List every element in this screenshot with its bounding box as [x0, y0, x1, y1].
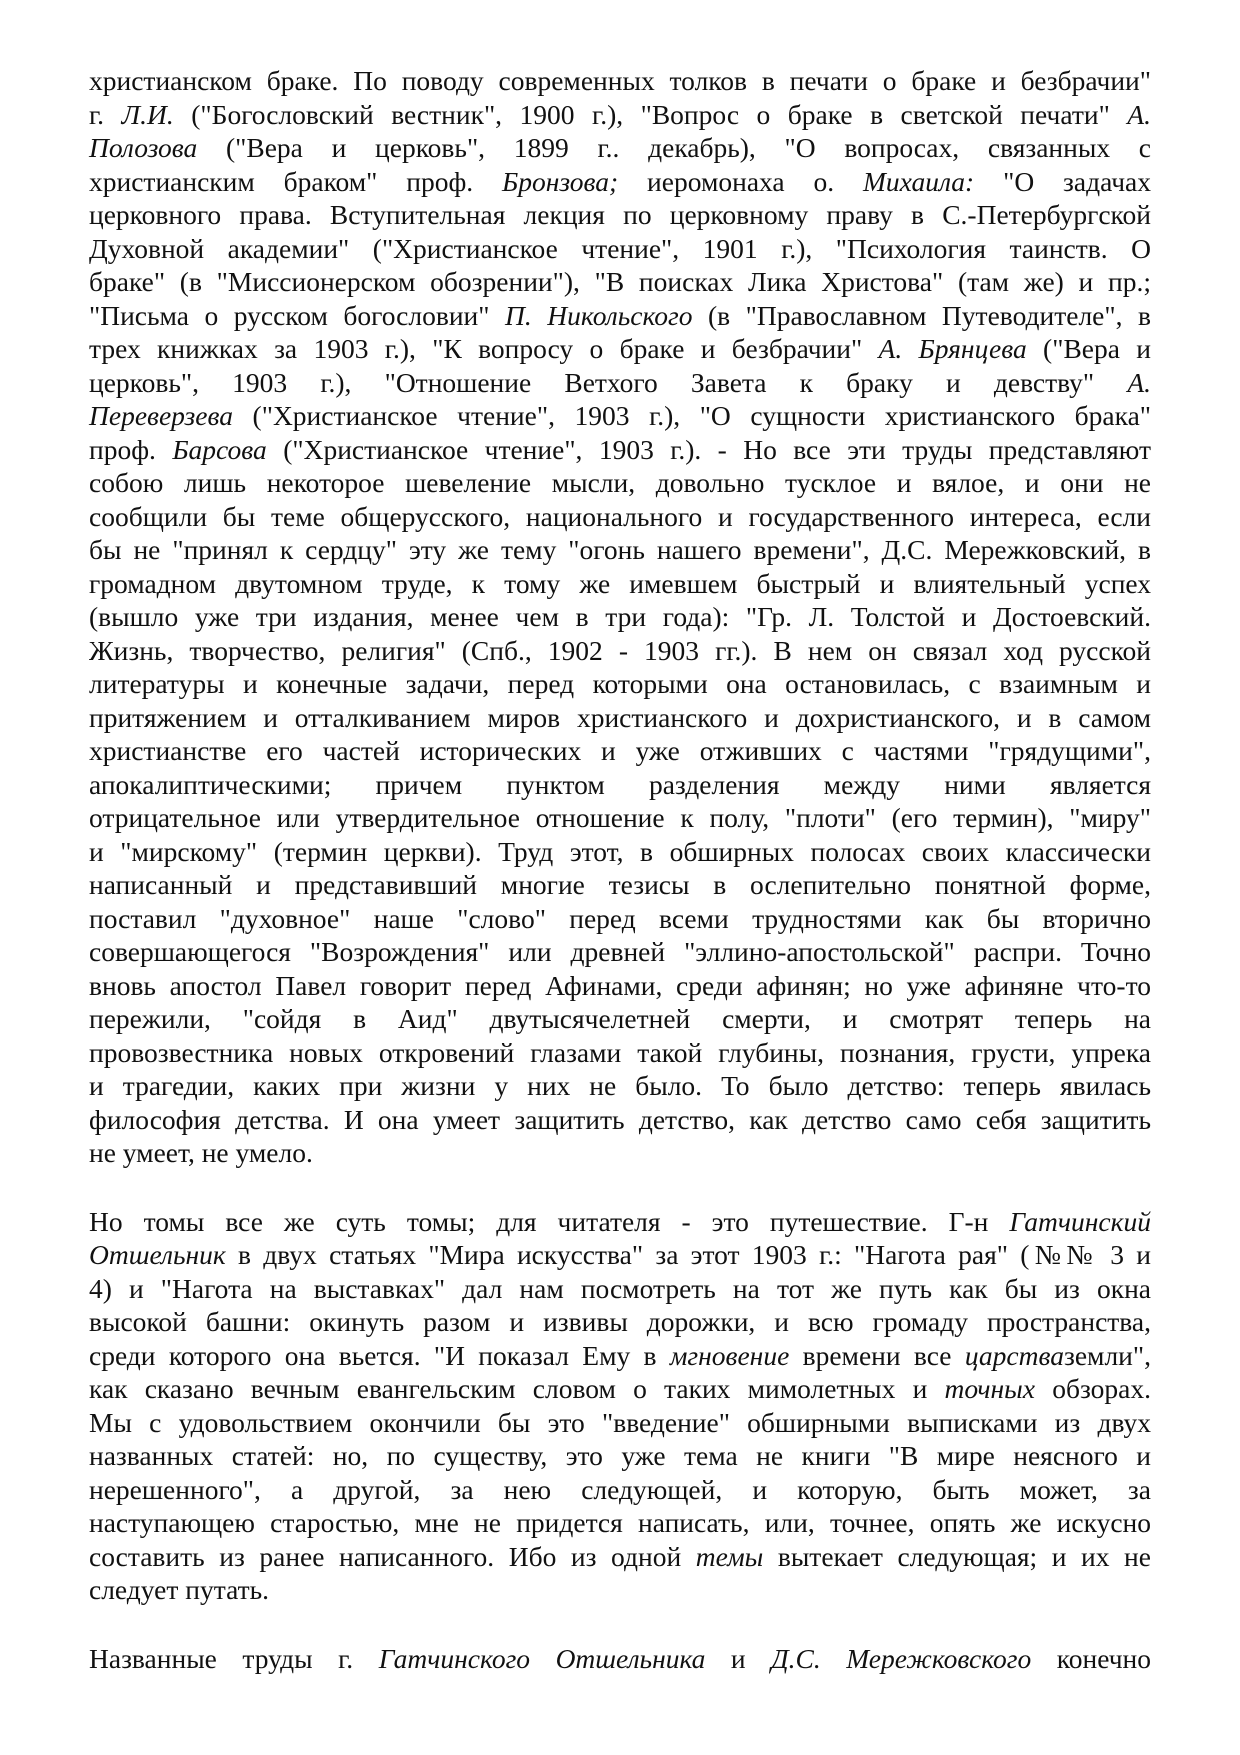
paragraph-gap	[89, 1170, 1151, 1205]
text-run: церковь", 1903 г.), "Отношение Ветхого Завета к браку и девству"	[89, 366, 1128, 398]
italic-text: А.	[1127, 366, 1151, 398]
text-line	[89, 1238, 1151, 1272]
text-run: высокой башни: окинуть разом и извивы дорожки, и всю громаду пространства,	[89, 1306, 1151, 1337]
italic-text: Переверзева	[89, 400, 233, 431]
text-line	[89, 1372, 1151, 1406]
paragraph	[89, 64, 1151, 1170]
italic-text: А.	[1127, 98, 1151, 130]
text-line	[89, 1205, 1151, 1239]
italic-text: Гатчинский	[1009, 1205, 1151, 1237]
text-run: Но томы все же суть томы; для читателя - это путешествие. Г-н	[89, 1205, 1010, 1237]
text-run: пережили, "сойдя в Аид" двутысячелетней смерти, и смотрят теперь на	[89, 1003, 1151, 1034]
text-line	[89, 1103, 1151, 1137]
text-run: христианстве его частей исторических и уже отживших с частями "грядущими",	[89, 735, 1151, 766]
text-run: Мы с удовольствием окончили бы это "введение" обширными выписками из двух	[89, 1406, 1151, 1438]
italic-text: темы	[695, 1540, 764, 1572]
text-line	[89, 131, 1151, 165]
text-run: отрицательное или утвердительное отношение к полу, "плоти" (его термин), "миру"	[89, 802, 1151, 833]
text-line	[89, 1036, 1151, 1070]
text-run: следует путать.	[89, 1574, 269, 1605]
italic-text: Бронзова;	[502, 165, 619, 197]
text-run: среди которого она вьется. "И показал Ему в	[89, 1339, 670, 1371]
text-run: и	[705, 1642, 772, 1674]
text-line	[89, 299, 1151, 333]
text-line	[89, 1406, 1151, 1440]
text-line	[89, 232, 1151, 266]
italic-text: А. Брянцева	[878, 333, 1027, 364]
text-line	[89, 835, 1151, 869]
text-run: ("Богословский вестник", 1900 г.), "Вопрос о браке в светской печати"	[173, 98, 1128, 130]
text-line	[89, 64, 1151, 98]
text-line	[89, 701, 1151, 735]
text-run: громадном двутомном труде, к тому же имевшем быстрый и влиятельный успех	[89, 567, 1151, 599]
text-run: не умеет, не умело.	[89, 1137, 313, 1168]
text-line	[89, 98, 1151, 132]
text-line	[89, 1136, 1151, 1170]
text-line	[89, 902, 1151, 936]
text-line	[89, 1540, 1151, 1574]
text-run: литературы и конечные задачи, перед которыми она остановилась, с взаимным и	[89, 668, 1151, 699]
paragraph	[89, 1642, 1151, 1676]
italic-text: Полозова	[89, 132, 198, 163]
italic-text: Михаила:	[862, 165, 975, 197]
text-run: "О задачах	[974, 165, 1151, 197]
text-run: вытекает следующая; и их не	[763, 1540, 1151, 1572]
text-line	[89, 600, 1151, 634]
text-run: ("Вера и	[1026, 333, 1151, 364]
text-run: ("Христианское чтение", 1903 г.), "О сущности христианского брака"	[233, 400, 1151, 431]
text-run: составить из ранее написанного. Ибо из одной	[89, 1540, 696, 1572]
text-run: философия детства. И она умеет защитить детство, как детство само себя защитить	[89, 1103, 1151, 1135]
text-run: бы не "принял к сердцу" эту же тему "огонь нашего времени", Д.С. Мережковский, в	[89, 534, 1151, 565]
text-run: и трагедии, каких при жизни у них не было. То было детство: теперь явилась	[89, 1070, 1151, 1101]
text-line	[89, 868, 1151, 902]
text-line	[89, 768, 1151, 802]
text-run: сообщили бы теме общерусского, национального и государственного интереса, если	[89, 500, 1151, 532]
paragraph-gap	[89, 1607, 1151, 1642]
text-run: (в "Православном Путеводителе", в	[692, 299, 1151, 331]
text-run: Жизнь, творчество, религия" (Спб., 1902 - 1903 гг.). В нем он связал ход русской	[89, 634, 1151, 666]
text-run: трех книжках за 1903 г.), "К вопросу о браке и безбрачии"	[89, 333, 879, 364]
text-run: поставил "духовное" наше "слово" перед всеми трудностями как бы вторично	[89, 902, 1151, 934]
text-run: притяжением и отталкиванием миров христианского и дохристианского, и в самом	[89, 701, 1151, 733]
text-line	[89, 567, 1151, 601]
text-run: совершающегося "Возрождения" или древней "эллино-апостольской" распри. Точно	[89, 936, 1151, 967]
text-run: церковного права. Вступительная лекция по церковному праву в С.-Петербургской	[89, 199, 1151, 230]
text-run: (вышло уже три издания, менее чем в три года): "Гр. Л. Толстой и Достоевский.	[89, 601, 1151, 632]
italic-text: Д.С. Мережковского	[771, 1642, 1032, 1674]
text-run: собою лишь некоторое шевеление мысли, довольно тусклое и вялое, и они не	[89, 467, 1151, 498]
text-line	[89, 969, 1151, 1003]
italic-text: Отшельник	[89, 1239, 226, 1270]
text-line	[89, 1339, 1151, 1373]
text-run: нерешенного", а другой, за нею следующей, и которую, быть может, за	[89, 1473, 1151, 1505]
text-line	[89, 433, 1151, 467]
text-run: иеромонаха о.	[618, 165, 863, 197]
text-run: Названные труды г.	[89, 1642, 379, 1674]
text-line	[89, 265, 1151, 299]
text-run: и "мирскому" (термин церкви). Труд этот, в обширных полосах своих классически	[89, 835, 1151, 867]
text-line	[89, 1272, 1151, 1306]
text-line	[89, 466, 1151, 500]
text-run: земли",	[1063, 1339, 1151, 1371]
italic-text: царства	[964, 1339, 1064, 1371]
text-line	[89, 1439, 1151, 1473]
text-line	[89, 1473, 1151, 1507]
text-run: "Письма о русском богословии"	[89, 299, 506, 331]
text-line	[89, 332, 1151, 366]
text-run: обзорах.	[1035, 1373, 1151, 1404]
text-line	[89, 801, 1151, 835]
text-run: ("Вера и церковь", 1899 г.. декабрь), "О вопросах, связанных с	[197, 132, 1151, 163]
text-line	[89, 1506, 1151, 1540]
text-line	[89, 935, 1151, 969]
italic-text: Барсова	[172, 433, 267, 465]
italic-text: точных	[944, 1373, 1036, 1404]
text-line	[89, 1002, 1151, 1036]
text-run: конечно	[1031, 1642, 1152, 1674]
text-run: ("Христианское чтение", 1903 г.). - Но все эти труды представляют	[266, 433, 1151, 465]
text-run: г.	[89, 98, 122, 130]
text-run: браке" (в "Миссионерском обозрении"), "В поисках Лика Христова" (там же) и пр.;	[89, 266, 1151, 297]
text-run: как сказано вечным евангельским словом о таких мимолетных и	[89, 1373, 945, 1404]
text-run: христианском браке. По поводу современных толков в печати о браке и безбрачии"	[89, 65, 1151, 96]
text-line	[89, 734, 1151, 768]
document-page	[89, 64, 1151, 1675]
text-run: проф.	[89, 433, 173, 465]
text-run: в двух статьях "Мира искусства" за этот 1903 г.: "Нагота рая" (№№ 3 и	[225, 1239, 1151, 1270]
text-run: апокалиптическими; причем пунктом разделения между ними является	[89, 768, 1151, 800]
text-line	[89, 165, 1151, 199]
text-run: вновь апостол Павел говорит перед Афинами, среди афинян; но уже афиняне что-то	[89, 969, 1151, 1001]
text-run: названных статей: но, по существу, это уже тема не книги "В мире неясного и	[89, 1440, 1151, 1471]
italic-text: Л.И.	[121, 98, 174, 130]
text-run: провозвестника новых откровений глазами такой глубины, познания, грусти, упрека	[89, 1036, 1151, 1068]
text-run: наступающею старостью, мне не придется написать, или, точнее, опять же искусно	[89, 1507, 1151, 1538]
italic-text: Гатчинского Отшельника	[378, 1642, 706, 1674]
text-line	[89, 1642, 1151, 1676]
text-run: времени все	[789, 1339, 965, 1371]
text-line	[89, 1305, 1151, 1339]
text-line	[89, 634, 1151, 668]
text-run: написанный и представивший многие тезисы в ослепительно понятной форме,	[89, 869, 1151, 900]
text-run: Духовной академии" ("Христианское чтение", 1901 г.), "Психология таинств. О	[89, 232, 1151, 264]
text-run: 4) и "Нагота на выставках" дал нам посмотреть на тот же путь как бы из окна	[89, 1272, 1151, 1304]
text-line	[89, 366, 1151, 400]
text-line	[89, 1573, 1151, 1607]
italic-text: П. Никольского	[505, 299, 693, 331]
text-line	[89, 533, 1151, 567]
text-line	[89, 399, 1151, 433]
text-line	[89, 198, 1151, 232]
text-line	[89, 1069, 1151, 1103]
text-line	[89, 500, 1151, 534]
paragraph	[89, 1205, 1151, 1607]
text-line	[89, 667, 1151, 701]
italic-text: мгновение	[669, 1339, 790, 1371]
text-run: христианским браком" проф.	[89, 165, 503, 197]
